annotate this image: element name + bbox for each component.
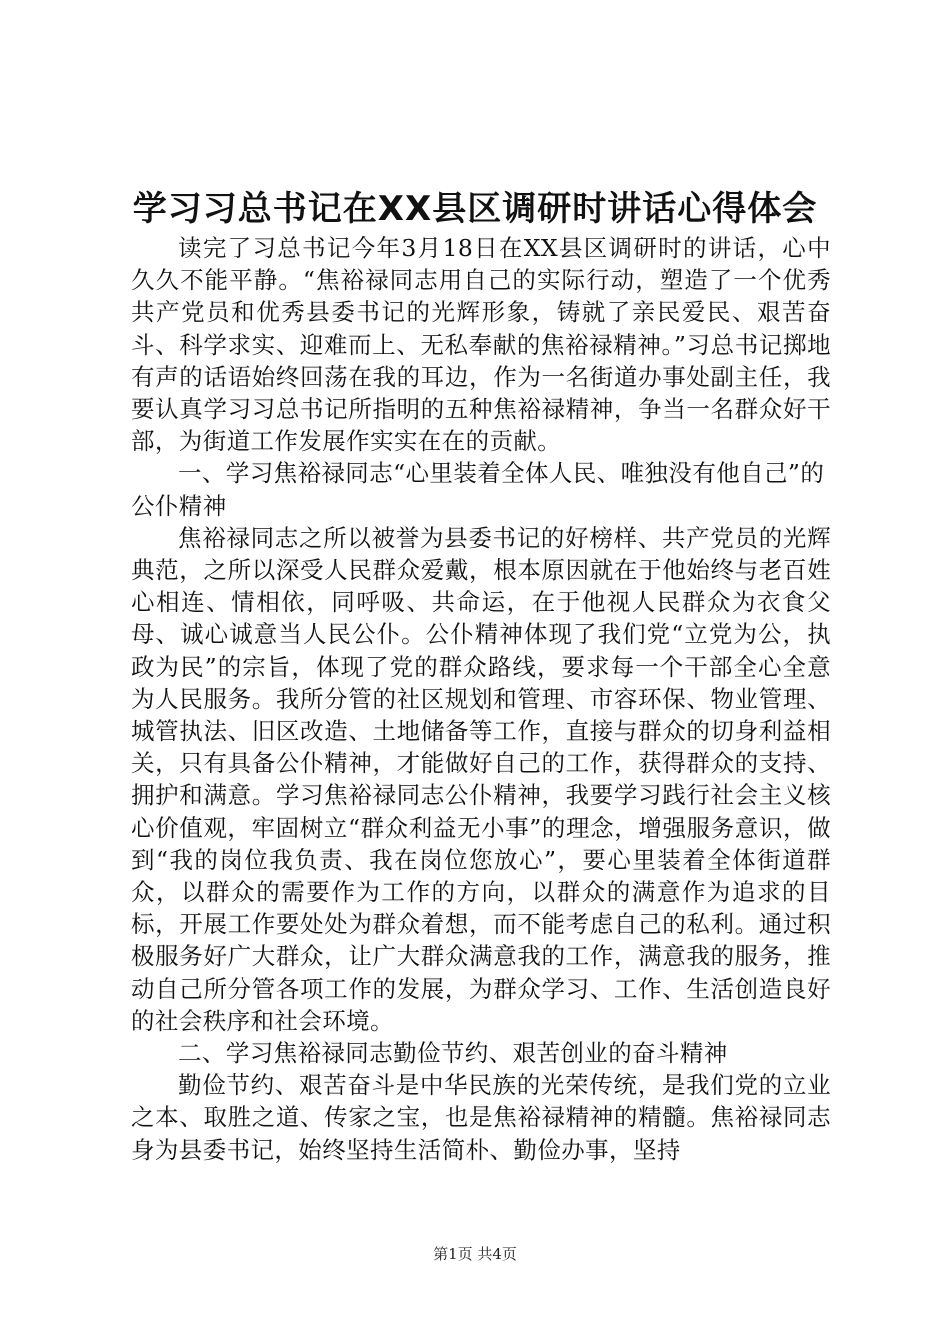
paragraph-intro: 读完了习总书记今年3月18日在XX县区调研时的讲话，心中久久不能平静。“焦裕禄同志用自己的实际行动，塑造了一个优秀共产党员和优秀县委书记的光辉形象，铸就了亲民爱民、艰苦奋斗、科学求实、迎难而上、无私奉献的焦裕禄精神。”习总书记掷地有声的话语始终回荡在我的耳边，作为一名街道办事处副主任，我要认真学习习总书记所指明的五种焦裕禄精神，争当一名群众好干部，为街道工作发展作实实在在的贡献。 — [131, 234, 831, 456]
paragraph-section-1: 焦裕禄同志之所以被誉为县委书记的好榜样、共产党员的光辉典范，之所以深受人民群众爱戴，根本原因就在于他始终与老百姓心相连、情相依，同呼吸、共命运，在于他视人民群众为衣食父母、诚心诚意当人民公仆。公仆精神体现了我们党“立党为公，执政为民”的宗旨，体现了党的群众路线，要求每一个干部全心全意为人民服务。我所分管的社区规划和管理、市容环保、物业管理、城管执法、旧区改造、土地储备等工作，直接与群众的切身利益相关，只有具备公仆精神，才能做好自己的工作，获得群众的支持、拥护和满意。学习焦裕禄同志公仆精神，我要学习践行社会主义核心价值观，牢固树立“群众利益无小事”的理念，增强服务意识，做到“我的岗位我负责、我在岗位您放心”，要心里装着全体街道群众，以群众的需要作为工作的方向，以群众的满意作为追求的目标，开展工作要处处为群众着想，而不能考虑自己的私利。通过积极服务好广大群众，让广大群众满意我的工作，满意我的服务，推动自己所分管各项工作的发展，为群众学习、工作、生活创造良好的社会秩序和社会环境。 — [131, 523, 831, 1035]
page-footer: 第1页 共4页 — [433, 1245, 517, 1263]
paragraph-section-2: 勤俭节约、艰苦奋斗是中华民族的光荣传统，是我们党的立业之本、取胜之道、传家之宝，也是焦裕禄精神的精髓。焦裕禄同志身为县委书记，始终坚持生活简朴、勤俭办事，坚持 — [131, 1071, 831, 1164]
document-body — [131, 232, 831, 1166]
document-title: 学习习总书记在XX县区调研时讲话心得体会 — [132, 189, 818, 229]
section-heading-2: 二、学习焦裕禄同志勤俭节约、艰苦创业的奋斗精神 — [178, 1039, 728, 1068]
section-heading-1: 一、学习焦裕禄同志“心里装着全体人民、唯独没有他自己”的公仆精神 — [131, 459, 825, 520]
